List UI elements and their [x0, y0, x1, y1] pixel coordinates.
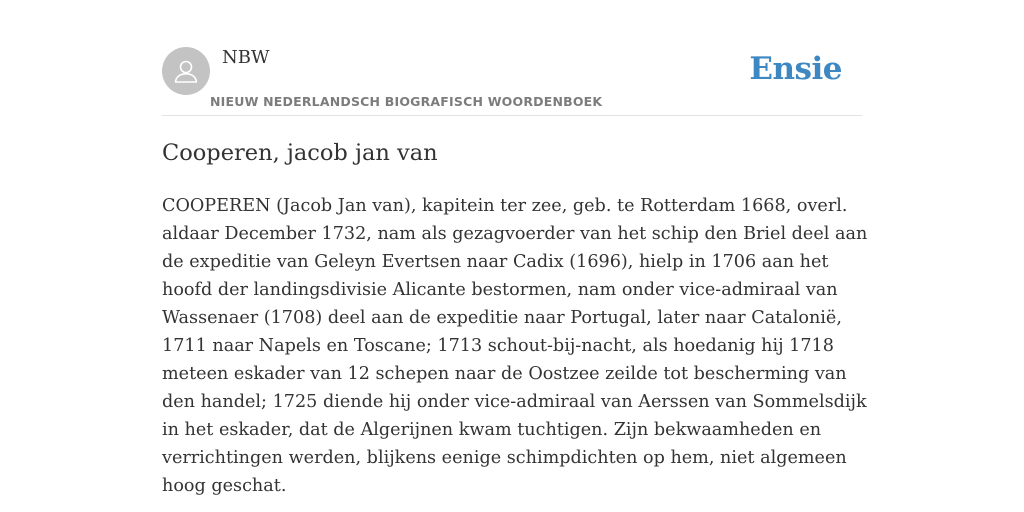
source-name[interactable]: NBW	[222, 47, 270, 68]
source-full-name: NIEUW NEDERLANDSCH BIOGRAFISCH WOORDENBOEK	[210, 94, 603, 109]
avatar[interactable]	[162, 47, 210, 95]
header	[162, 47, 862, 116]
user-icon	[172, 57, 200, 85]
article-body: COOPEREN (Jacob Jan van), kapitein ter zee, geb. te Rotterdam 1668, overl. aldaar December 1732, nam als gezagvoerder van het schip den Briel deel aan de expeditie van Geleyn Evertsen naar Cadix (1696), hielp in 1706 aan het hoofd der landingsdivisie Alicante bestormen, nam onder vice-admiraal van Wassenaer (1708) deel aan de expeditie naar Portugal, later naar Catalonië, 1711 naar Napels en Toscane; 1713 schout-bij-nacht, als hoedanig hij 1718 meteen eskader van 12 schepen naar de Oostzee zeilde tot bescherming van den handel; 1725 diende hij onder vice-admiraal van Aerssen van Sommelsdijk in het eskader, dat de Algerijnen kwam tuchtigen. Zijn bekwaamheden en verrichtingen werden, blijkens eenige schimpdichten op hem, niet algemeen hoog geschat.	[162, 196, 868, 496]
page-title: Cooperen, jacob jan van	[162, 140, 438, 166]
brand-logo[interactable]: Ensie	[749, 51, 842, 87]
